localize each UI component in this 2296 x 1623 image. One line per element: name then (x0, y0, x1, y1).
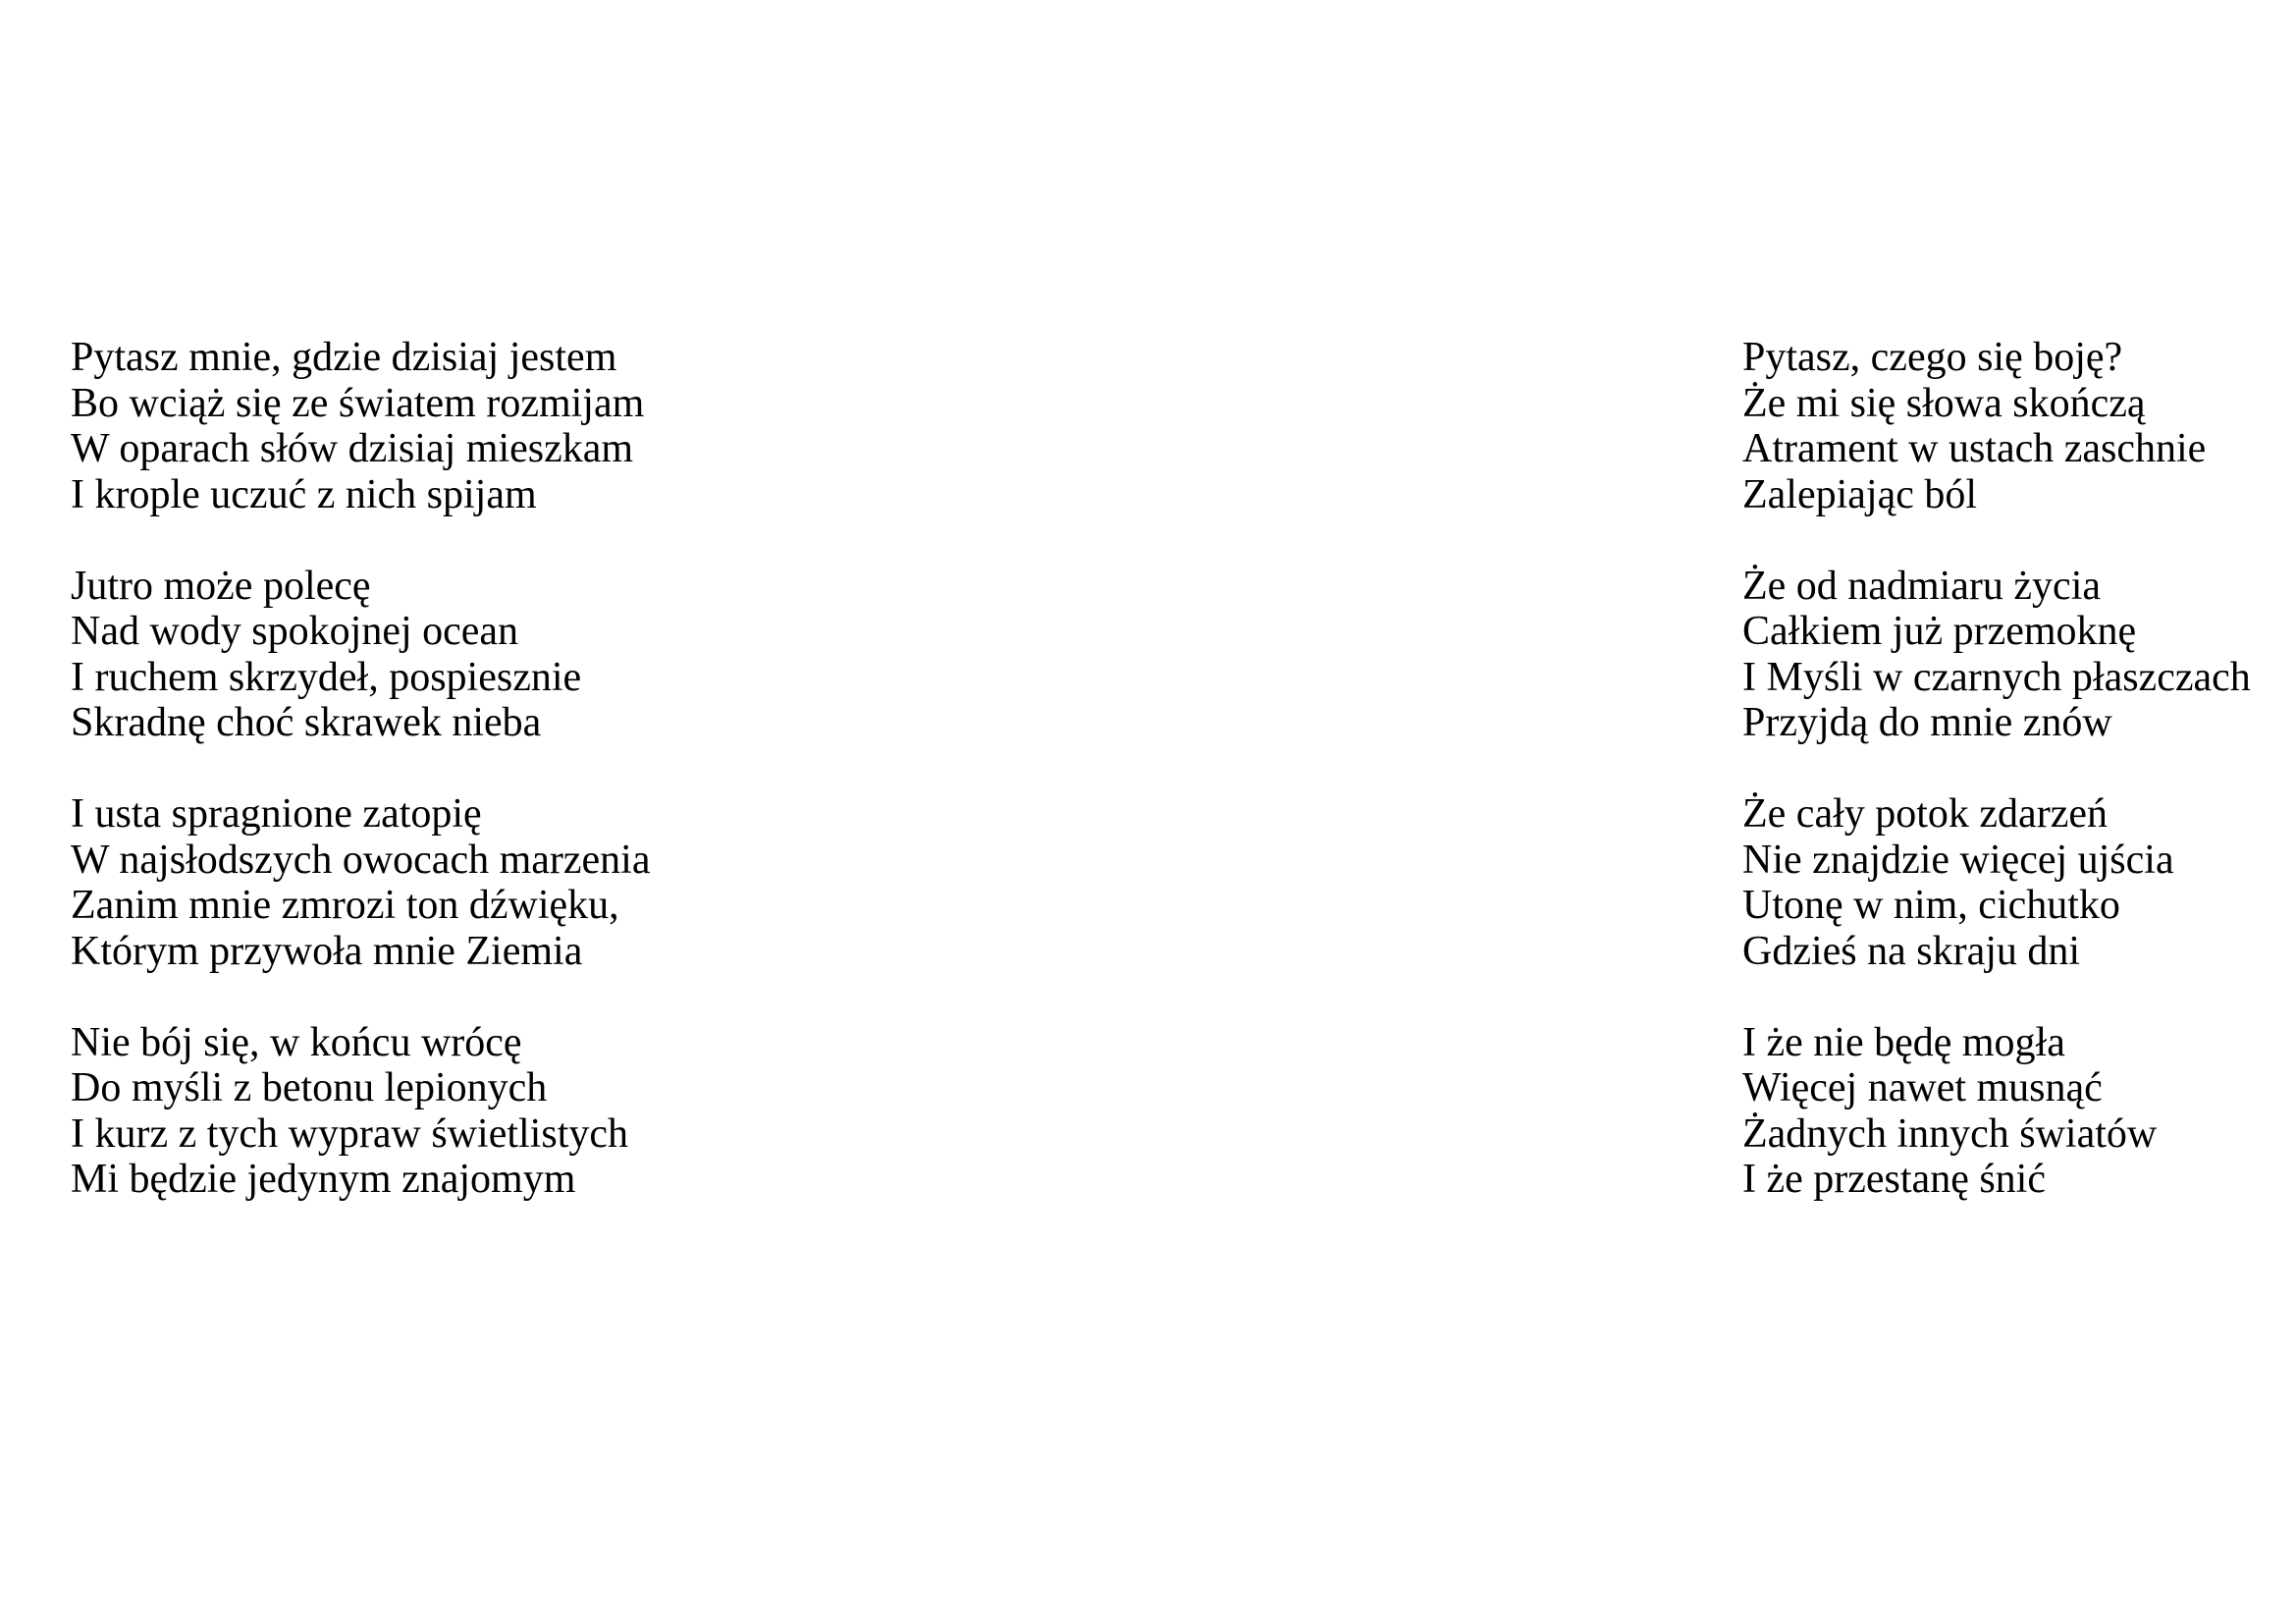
poem-line: Zalepiając ból (1742, 471, 1978, 517)
poem-line: W oparach słów dzisiaj mieszkam (71, 426, 634, 471)
poem-line: Atrament w ustach zaschnie (1742, 426, 2207, 471)
poem-column-right (1742, 335, 2251, 1203)
poem-line: Przyjdą do mnie znów (1742, 700, 2112, 745)
poem-column-left (71, 335, 650, 1203)
poem-line: Więcej nawet musnąć (1742, 1065, 2103, 1110)
poem-line: Że cały potok zdarzeń (1742, 791, 2108, 837)
poem-line: Pytasz, czego się boję? (1742, 335, 2123, 380)
poem-line: Jutro może polecę (71, 563, 371, 609)
stanza (1742, 335, 2251, 517)
stanza (1742, 564, 2251, 746)
poem-line: Bo wciąż się ze światem rozmijam (71, 380, 645, 426)
stanza (71, 1020, 650, 1203)
stanza (71, 564, 650, 746)
stanza (1742, 1020, 2251, 1203)
poem-line: I usta spragnione zatopię (71, 791, 482, 837)
poem-line: Mi będzie jedynym znajomym (71, 1157, 576, 1202)
poem-line: I ruchem skrzydeł, pospiesznie (71, 654, 582, 700)
poem-line: Nie bój się, w końcu wrócę (71, 1019, 522, 1065)
stanza (71, 791, 650, 974)
poem-line: Pytasz mnie, gdzie dzisiaj jestem (71, 335, 617, 380)
poem-line: W najsłodszych owocach marzenia (71, 837, 651, 883)
poem-line: Nad wody spokojnej ocean (71, 609, 519, 654)
poem-line: I że nie będę mogła (1742, 1019, 2065, 1065)
poem-line: Gdzieś na skraju dni (1742, 928, 2081, 974)
poem-line: Zanim mnie zmrozi ton dźwięku, (71, 883, 619, 928)
poem-line: I krople uczuć z nich spijam (71, 471, 537, 517)
poem-line: Żadnych innych światów (1742, 1110, 2158, 1157)
poem-line: I że przestanę śnić (1742, 1157, 2046, 1202)
poem-line: I Myśli w czarnych płaszczach (1742, 654, 2251, 700)
poem-line: Że od nadmiaru życia (1742, 563, 2101, 609)
stanza (71, 335, 650, 517)
poem-line: Całkiem już przemoknę (1742, 609, 2137, 654)
poem-line: Którym przywoła mnie Ziemia (71, 928, 583, 974)
poem-line: Do myśli z betonu lepionych (71, 1065, 548, 1110)
poem-line: Nie znajdzie więcej ujścia (1742, 837, 2174, 883)
stanza (1742, 791, 2251, 974)
poem-line: Że mi się słowa skończą (1742, 380, 2146, 426)
poem-line: I kurz z tych wypraw świetlistych (71, 1110, 629, 1157)
poem-line: Utonę w nim, cichutko (1742, 883, 2120, 928)
poem-line: Skradnę choć skrawek nieba (71, 700, 542, 745)
